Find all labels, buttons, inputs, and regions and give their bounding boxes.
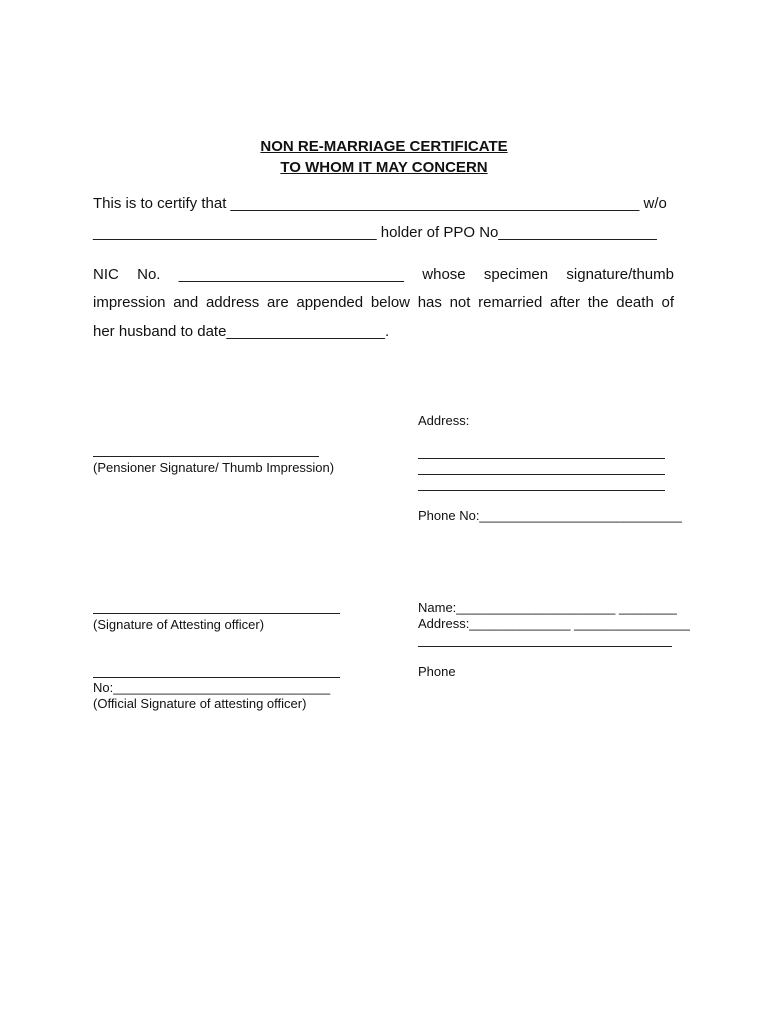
body-word: of <box>661 294 674 311</box>
body-line-3 <box>93 266 674 283</box>
official-signature-line <box>93 677 340 678</box>
official-signature-label: (Official Signature of attesting officer) <box>93 696 307 711</box>
address-line-2 <box>418 474 665 475</box>
body-word: specimen <box>483 266 549 283</box>
body-word: the <box>587 294 609 311</box>
address-line-3 <box>418 490 665 491</box>
body-word: address <box>205 294 260 311</box>
body-word: NIC <box>93 266 119 283</box>
body-word: whose <box>422 266 466 283</box>
officer-address-line <box>418 646 672 647</box>
address-label: Address: <box>418 413 470 428</box>
body-line-1: This is to certify that _________________________________________________ w/o <box>93 195 667 212</box>
pensioner-signature-line <box>93 456 319 457</box>
body-word: has <box>417 294 442 311</box>
body-word: below <box>370 294 411 311</box>
certificate-title: NON RE-MARRIAGE CERTIFICATE <box>260 138 508 155</box>
body-line-4 <box>93 294 674 311</box>
body-word: are <box>267 294 289 311</box>
body-word: after <box>550 294 581 311</box>
phone-no-field: Phone No:____________________________ <box>418 508 682 523</box>
certificate-subtitle: TO WHOM IT MAY CONCERN <box>280 159 488 176</box>
body-word: and <box>173 294 199 311</box>
body-word: appended <box>296 294 364 311</box>
body-word: remarried <box>478 294 543 311</box>
body-word: signature/thumb <box>566 266 674 283</box>
body-line-2: __________________________________ holder of PPO No___________________ <box>93 224 657 241</box>
attesting-signature-label: (Signature of Attesting officer) <box>93 617 265 632</box>
officer-address-field: Address:______________ ________________ <box>418 616 690 631</box>
officer-name-field: Name:______________________ ________ <box>418 600 677 615</box>
official-no-field: No:______________________________ <box>93 680 331 695</box>
address-line-1 <box>418 458 665 459</box>
body-word: death <box>616 294 654 311</box>
body-line-5: her husband to date___________________. <box>93 323 390 340</box>
body-word: not <box>449 294 471 311</box>
body-word: ___________________________ <box>178 266 404 283</box>
pensioner-signature-label: (Pensioner Signature/ Thumb Impression) <box>93 460 335 475</box>
attesting-signature-line <box>93 613 340 614</box>
body-word: No. <box>137 266 161 283</box>
officer-phone-label: Phone <box>418 664 456 679</box>
body-word: impression <box>93 294 166 311</box>
